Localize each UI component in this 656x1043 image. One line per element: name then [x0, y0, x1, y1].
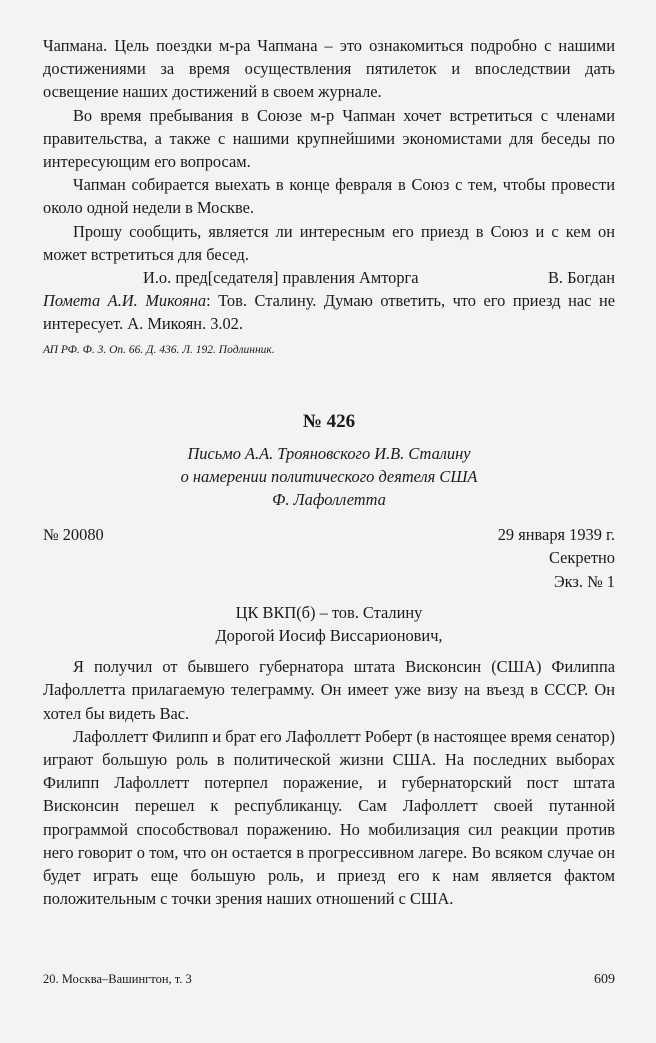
- addressee: ЦК ВКП(б) – тов. Сталину: [235, 602, 423, 622]
- footer-signature: 20. Москва–Вашингтон, т. 3: [43, 972, 192, 986]
- signature-role: И.о. пред[седателя] правления Амторга: [143, 268, 419, 288]
- document-title: [43, 442, 615, 512]
- paragraph: Прошу сообщить, является ли интересным его приезд в Союз и с кем он может встретиться для бесед.: [43, 221, 615, 264]
- mikoyan-note: [43, 289, 615, 335]
- secret-mark: Секретно: [549, 548, 615, 568]
- paragraph: Во время пребывания в Союзе м-р Чапман хочет встретиться с членами правительства, а также с нашими крупнейшими экономистами для беседы по интересующим его вопросам.: [43, 105, 615, 172]
- paragraph: Лафоллетт Филипп и брат его Лафоллетт Роберт (в настоящее время сенатор) играют большую роль в политической жизни США. На последних выборах Филипп Лафоллетт потерпел поражение, и губернаторский пост штата Висконсин перешел к республиканцу. Сам Лафоллетт своей путанной программой способствовал поражению. Но мобилизация сил реакции против него говорит о том, что он остается в прогрессивном лагере. Во всяком случае он будет играть еще большую роль, и приезд его к нам является фактом положительным с точки зрения наших отношений с США.: [43, 726, 615, 909]
- document-number: № 426: [302, 410, 356, 432]
- greeting: Дорогой Иосиф Виссарионович,: [215, 626, 443, 646]
- signature-line: [43, 266, 615, 289]
- note-text: : Тов. Сталину. Думаю ответить, что его приезд нас не интересует. А. Микоян. 3.02.: [43, 291, 615, 334]
- note-label: Помета А.И. Микояна: [43, 291, 207, 311]
- paragraph: Я получил от бывшего губернатора штата Висконсин (США) Филиппа Лафоллетта прилагаемую телеграмму. Он имеет уже визу на въезд в СССР. Он хотел бы видеть Вас.: [43, 657, 615, 723]
- registration-number: № 20080: [43, 525, 104, 545]
- page-footer: [43, 972, 615, 988]
- document-date: 29 января 1939 г.: [497, 525, 615, 545]
- archive-reference: АП РФ. Ф. 3. Оп. 66. Д. 436. Л. 192. Подлинник.: [43, 343, 275, 356]
- page-number: 609: [594, 972, 615, 987]
- page-content: [43, 34, 615, 911]
- title-line: Ф. Лафоллетта: [272, 490, 386, 510]
- paragraph: Чапман собирается выехать в конце февраля в Союз с тем, чтобы провести около одной недели в Москве.: [43, 175, 615, 218]
- signature-name: В. Богдан: [547, 268, 615, 288]
- document-header: [43, 523, 615, 546]
- paragraph: Чапмана. Цель поездки м-ра Чапмана – это ознакомиться подробно с нашими достижениями за время осуществления пятилеток и впоследствии дать освещение наших достижений в своем журнале.: [43, 36, 615, 102]
- title-line: Письмо А.А. Трояновского И.В. Сталину: [187, 443, 471, 463]
- copy-mark: Экз. № 1: [553, 571, 615, 591]
- title-line: о намерении политического деятеля США: [180, 466, 478, 486]
